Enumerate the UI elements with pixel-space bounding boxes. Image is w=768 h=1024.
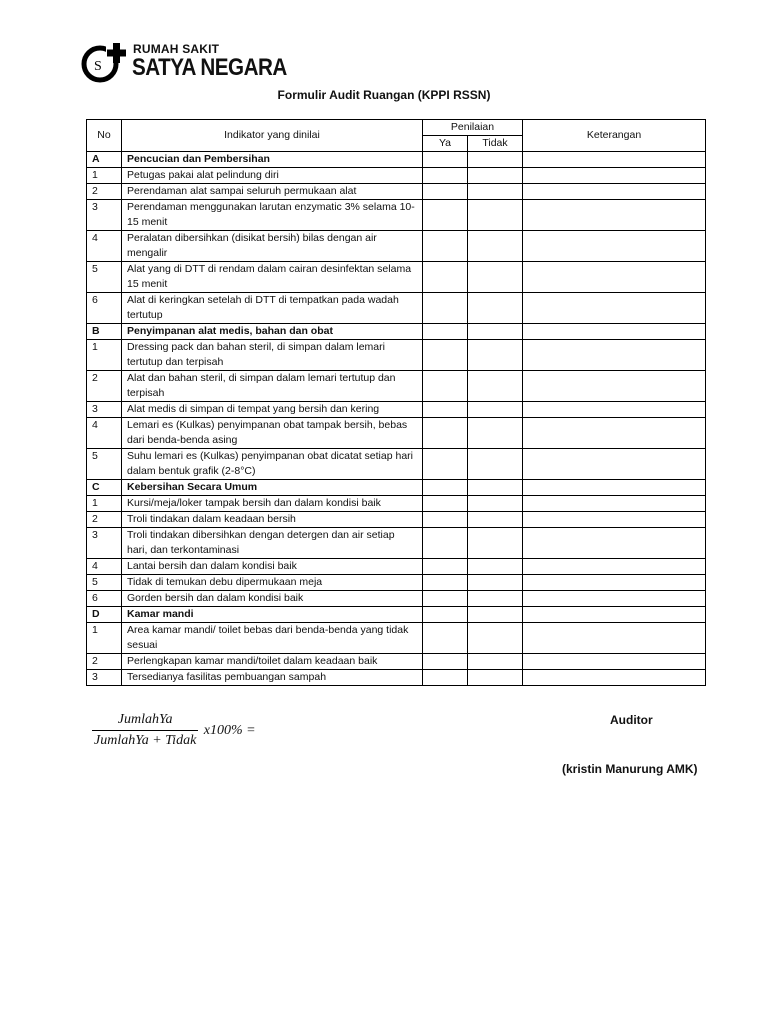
row-indicator: Penyimpanan alat medis, bahan dan obat [122, 324, 423, 340]
logo-line-1: RUMAH SAKIT [133, 42, 220, 56]
row-indicator: Pencucian dan Pembersihan [122, 152, 423, 168]
table-row [87, 418, 706, 449]
row-keterangan-cell[interactable] [523, 402, 706, 418]
row-tidak-cell[interactable] [468, 293, 523, 324]
row-keterangan-cell[interactable] [523, 575, 706, 591]
row-ya-cell[interactable] [423, 591, 468, 607]
row-indicator: Tersedianya fasilitas pembuangan sampah [122, 670, 423, 686]
row-keterangan-cell[interactable] [523, 480, 706, 496]
row-no: 1 [87, 496, 122, 512]
row-no: 4 [87, 231, 122, 262]
row-ya-cell[interactable] [423, 575, 468, 591]
row-indicator: Perlengkapan kamar mandi/toilet dalam keadaan baik [122, 654, 423, 670]
row-tidak-cell[interactable] [468, 200, 523, 231]
row-ya-cell[interactable] [423, 607, 468, 623]
row-tidak-cell[interactable] [468, 231, 523, 262]
row-keterangan-cell[interactable] [523, 152, 706, 168]
row-tidak-cell[interactable] [468, 512, 523, 528]
row-indicator: Petugas pakai alat pelindung diri [122, 168, 423, 184]
formula-numerator: JumlahYa [92, 712, 198, 731]
row-tidak-cell[interactable] [468, 591, 523, 607]
row-no: 3 [87, 402, 122, 418]
table-row [87, 559, 706, 575]
row-ya-cell[interactable] [423, 293, 468, 324]
header-indikator: Indikator yang dinilai [122, 120, 423, 152]
row-no: A [87, 152, 122, 168]
row-keterangan-cell[interactable] [523, 591, 706, 607]
row-ya-cell[interactable] [423, 559, 468, 575]
row-no: 1 [87, 623, 122, 654]
table-row [87, 340, 706, 371]
row-indicator: Alat dan bahan steril, di simpan dalam lemari tertutup dan terpisah [122, 371, 423, 402]
row-tidak-cell[interactable] [468, 262, 523, 293]
row-indicator: Tidak di temukan debu dipermukaan meja [122, 575, 423, 591]
row-tidak-cell[interactable] [468, 496, 523, 512]
table-row [87, 231, 706, 262]
row-indicator: Kamar mandi [122, 607, 423, 623]
logo-mark: S [94, 59, 102, 74]
row-no: 6 [87, 293, 122, 324]
row-keterangan-cell[interactable] [523, 512, 706, 528]
row-ya-cell[interactable] [423, 623, 468, 654]
row-tidak-cell[interactable] [468, 559, 523, 575]
row-ya-cell[interactable] [423, 200, 468, 231]
row-tidak-cell[interactable] [468, 449, 523, 480]
table-row [87, 512, 706, 528]
row-no: 2 [87, 184, 122, 200]
row-indicator: Troli tindakan dalam keadaan bersih [122, 512, 423, 528]
row-tidak-cell[interactable] [468, 654, 523, 670]
table-row [87, 623, 706, 654]
row-ya-cell[interactable] [423, 152, 468, 168]
row-tidak-cell[interactable] [468, 168, 523, 184]
row-no: 5 [87, 575, 122, 591]
row-keterangan-cell[interactable] [523, 607, 706, 623]
row-no: 5 [87, 262, 122, 293]
table-row [87, 575, 706, 591]
section-row [87, 480, 706, 496]
audit-table-body [87, 152, 706, 686]
row-ya-cell[interactable] [423, 654, 468, 670]
row-ya-cell[interactable] [423, 480, 468, 496]
row-keterangan-cell[interactable] [523, 654, 706, 670]
row-indicator: Lantai bersih dan dalam kondisi baik [122, 559, 423, 575]
row-ya-cell[interactable] [423, 528, 468, 559]
row-tidak-cell[interactable] [468, 402, 523, 418]
row-ya-cell[interactable] [423, 402, 468, 418]
hospital-cross-icon [80, 40, 134, 84]
formula-fraction [92, 712, 198, 749]
header-keterangan: Keterangan [523, 120, 706, 152]
row-keterangan-cell[interactable] [523, 262, 706, 293]
row-no: C [87, 480, 122, 496]
row-ya-cell[interactable] [423, 184, 468, 200]
row-ya-cell[interactable] [423, 670, 468, 686]
row-tidak-cell[interactable] [468, 623, 523, 654]
table-row [87, 262, 706, 293]
hospital-logo [80, 40, 287, 84]
row-ya-cell[interactable] [423, 262, 468, 293]
row-indicator: Alat di keringkan setelah di DTT di tempatkan pada wadah tertutup [122, 293, 423, 324]
row-ya-cell[interactable] [423, 324, 468, 340]
row-keterangan-cell[interactable] [523, 371, 706, 402]
row-no: D [87, 607, 122, 623]
table-row [87, 402, 706, 418]
row-ya-cell[interactable] [423, 449, 468, 480]
row-tidak-cell[interactable] [468, 607, 523, 623]
row-keterangan-cell[interactable] [523, 293, 706, 324]
row-tidak-cell[interactable] [468, 152, 523, 168]
row-keterangan-cell[interactable] [523, 449, 706, 480]
row-tidak-cell[interactable] [468, 670, 523, 686]
table-row [87, 449, 706, 480]
row-no: 2 [87, 654, 122, 670]
row-tidak-cell[interactable] [468, 184, 523, 200]
row-indicator: Dressing pack dan bahan steril, di simpan dalam lemari tertutup dan terpisah [122, 340, 423, 371]
row-tidak-cell[interactable] [468, 480, 523, 496]
row-indicator: Suhu lemari es (Kulkas) penyimpanan obat dicatat setiap hari dalam bentuk grafik (2-8°C) [122, 449, 423, 480]
table-row [87, 496, 706, 512]
table-row [87, 293, 706, 324]
row-tidak-cell[interactable] [468, 528, 523, 559]
row-indicator: Troli tindakan dibersihkan dengan detergen dan air setiap hari, dan terkontaminasi [122, 528, 423, 559]
row-tidak-cell[interactable] [468, 324, 523, 340]
row-ya-cell[interactable] [423, 231, 468, 262]
row-tidak-cell[interactable] [468, 371, 523, 402]
table-row [87, 591, 706, 607]
row-tidak-cell[interactable] [468, 418, 523, 449]
header-penilaian: Penilaian [423, 120, 523, 136]
row-indicator: Alat yang di DTT di rendam dalam cairan desinfektan selama 15 menit [122, 262, 423, 293]
row-indicator: Perendaman menggunakan larutan enzymatic 3% selama 10-15 menit [122, 200, 423, 231]
row-no: 4 [87, 559, 122, 575]
row-no: 3 [87, 670, 122, 686]
logo-line-2: SATYA NEGARA [132, 54, 287, 81]
formula-denominator: JumlahYa + Tidak [94, 733, 197, 748]
row-ya-cell[interactable] [423, 168, 468, 184]
row-no: 1 [87, 168, 122, 184]
row-indicator: Kursi/meja/loker tampak bersih dan dalam kondisi baik [122, 496, 423, 512]
row-ya-cell[interactable] [423, 371, 468, 402]
row-no: 2 [87, 371, 122, 402]
formula-multiplier: x100% = [203, 722, 256, 738]
row-no: 5 [87, 449, 122, 480]
row-keterangan-cell[interactable] [523, 418, 706, 449]
auditor-name: (kristin Manurung AMK) [562, 762, 698, 776]
section-row [87, 152, 706, 168]
auditor-label: Auditor [610, 713, 653, 727]
row-keterangan-cell[interactable] [523, 340, 706, 371]
row-keterangan-cell[interactable] [523, 184, 706, 200]
header-ya: Ya [423, 136, 468, 152]
row-keterangan-cell[interactable] [523, 528, 706, 559]
row-no: 4 [87, 418, 122, 449]
row-indicator: Gorden bersih dan dalam kondisi baik [122, 591, 423, 607]
table-row [87, 528, 706, 559]
row-no: 1 [87, 340, 122, 371]
row-keterangan-cell[interactable] [523, 670, 706, 686]
header-tidak: Tidak [468, 136, 523, 152]
row-ya-cell[interactable] [423, 496, 468, 512]
section-row [87, 607, 706, 623]
row-indicator: Perendaman alat sampai seluruh permukaan alat [122, 184, 423, 200]
row-no: 6 [87, 591, 122, 607]
row-keterangan-cell[interactable] [523, 324, 706, 340]
table-row [87, 184, 706, 200]
row-indicator: Lemari es (Kulkas) penyimpanan obat tampak bersih, bebas dari benda-benda asing [122, 418, 423, 449]
row-no: B [87, 324, 122, 340]
page-title: Formulir Audit Ruangan (KPPI RSSN) [277, 88, 491, 102]
table-row [87, 654, 706, 670]
row-tidak-cell[interactable] [468, 340, 523, 371]
row-no: 2 [87, 512, 122, 528]
row-indicator: Peralatan dibersihkan (disikat bersih) bilas dengan air mengalir [122, 231, 423, 262]
score-formula [92, 712, 256, 749]
row-indicator: Area kamar mandi/ toilet bebas dari benda-benda yang tidak sesuai [122, 623, 423, 654]
audit-table [86, 119, 706, 686]
row-ya-cell[interactable] [423, 340, 468, 371]
table-row [87, 168, 706, 184]
row-ya-cell[interactable] [423, 418, 468, 449]
row-tidak-cell[interactable] [468, 575, 523, 591]
row-ya-cell[interactable] [423, 512, 468, 528]
row-keterangan-cell[interactable] [523, 496, 706, 512]
table-row [87, 200, 706, 231]
row-indicator: Alat medis di simpan di tempat yang bersih dan kering [122, 402, 423, 418]
row-keterangan-cell[interactable] [523, 559, 706, 575]
row-no: 3 [87, 200, 122, 231]
row-indicator: Kebersihan Secara Umum [122, 480, 423, 496]
header-no: No [87, 120, 122, 152]
section-row [87, 324, 706, 340]
row-no: 3 [87, 528, 122, 559]
row-keterangan-cell[interactable] [523, 168, 706, 184]
row-keterangan-cell[interactable] [523, 231, 706, 262]
table-row [87, 371, 706, 402]
table-row [87, 670, 706, 686]
row-keterangan-cell[interactable] [523, 623, 706, 654]
row-keterangan-cell[interactable] [523, 200, 706, 231]
